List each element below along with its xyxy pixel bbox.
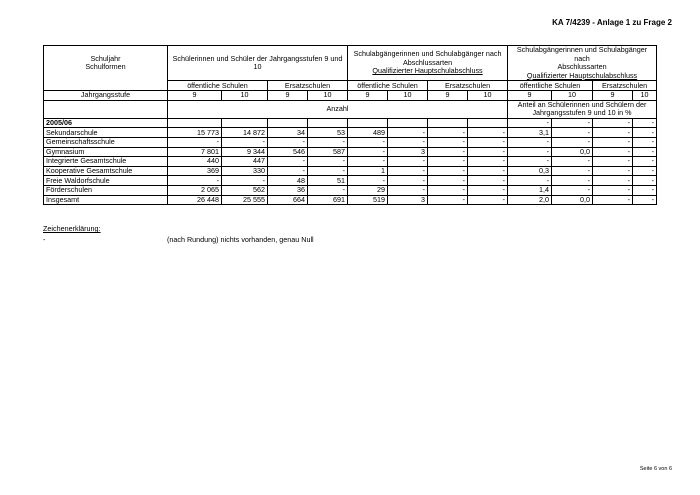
- table-row: Gemeinschaftsschule - - - - - - - - - - - -: [44, 137, 657, 147]
- corner-line-1: Schuljahr: [90, 53, 121, 63]
- grade-label: Jahrgangsstufe: [44, 90, 168, 100]
- document-reference: KA 7/4239 - Anlage 1 zu Frage 2: [552, 18, 672, 27]
- legend-title: Zeichenerklärung:: [43, 224, 101, 233]
- sub-ersatz-3: Ersatzschulen: [593, 81, 657, 91]
- table-row: Sekundarschule 15 773 14 872 34 53 489 - - - 3,1 - - -: [44, 128, 657, 138]
- sub-ersatz-2: Ersatzschulen: [428, 81, 508, 91]
- unit-share: Anteil an Schülerinnen und Schülern der Jahrgangsstufen 9 und 10 in %: [508, 100, 657, 118]
- table-row-total: Insgesamt 26 448 25 555 664 691 519 3 - - 2,0 0,0 - -: [44, 195, 657, 205]
- group-header-students: Schülerinnen und Schüler der Jahrgangsstufen 9 und 10: [168, 46, 348, 81]
- sub-oeffentliche-3: öffentliche Schulen: [508, 81, 593, 91]
- legend-text: (nach Rundung) nichts vorhanden, genau Null: [167, 235, 314, 244]
- table-row: Freie Waldorfschule - - 48 51 - - - - - - - -: [44, 176, 657, 186]
- group-header-graduates: Schulabgängerinnen und Schulabgänger nach Abschlussarten Qualifizierter Hauptschulabschluss: [348, 46, 508, 81]
- group-header-graduates-share: Schulabgängerinnen und Schulabgänger nach Abschlussarten Qualifizierter Hauptschulabschluss: [508, 46, 657, 81]
- sub-ersatz-1: Ersatzschulen: [268, 81, 348, 91]
- sub-oeffentliche-1: öffentliche Schulen: [168, 81, 268, 91]
- year-label: 2005/06: [44, 118, 168, 128]
- statistics-table: Schuljahr Schulformen Schülerinnen und Schüler der Jahrgangsstufen 9 und 10 Schulabgängerinnen und Schulabgänger nach Abschlussarten Qualifizierter Hauptschulabschluss Schulabgängerinnen und Schulabgänger nach Abschlussarten Qualifizierter Hauptschulabschluss öffentliche Schulen Ersatzschulen öffentliche Schulen Ersatzschulen öffentliche Schulen Ersatzschulen Jahrgangsstufe 9 10 9 10 9 10 9 10 9 10 9 10 Anzahl Anteil an Schülerinnen und Schülern der Jahrgangsstufen 9 und 10 in % 2005/06 - - - - Sekundarschule 15 773 14 872 34 53 489 - - - 3,1 - - - Gemeinschaftsschule - - - - - - - - - - - - Gymnasium 7 801 9 344 546 587 - 3 - - - 0,0 - - Integrierte Gesamtschule 440 447 - - - - - - - - - - Kooperative Gesamtschule 369 330 - - 1 - - - 0,3 - - - Freie Waldorfschule - - 48 51 - - - - - - - - Förderschulen 2 065 562 36 - 29 - - - 1,4 - - - Insgesamt 26 448 25 555 664 691 519 3 - - 2,0 0,0 - -: [43, 45, 657, 205]
- table-row: Kooperative Gesamtschule 369 330 - - 1 - - - 0,3 - - -: [44, 166, 657, 176]
- table-row: Förderschulen 2 065 562 36 - 29 - - - 1,4 - - -: [44, 185, 657, 195]
- sub-oeffentliche-2: öffentliche Schulen: [348, 81, 428, 91]
- corner-header: [44, 46, 168, 81]
- table-row: Integrierte Gesamtschule 440 447 - - - - - - - - - -: [44, 157, 657, 167]
- table-row: Gymnasium 7 801 9 344 546 587 - 3 - - - 0,0 - -: [44, 147, 657, 157]
- legend-symbol: -: [43, 235, 46, 244]
- unit-count: Anzahl: [168, 100, 508, 118]
- page-number: Seite 6 von 6: [639, 466, 672, 472]
- corner-line-2: Schulformen: [85, 62, 126, 72]
